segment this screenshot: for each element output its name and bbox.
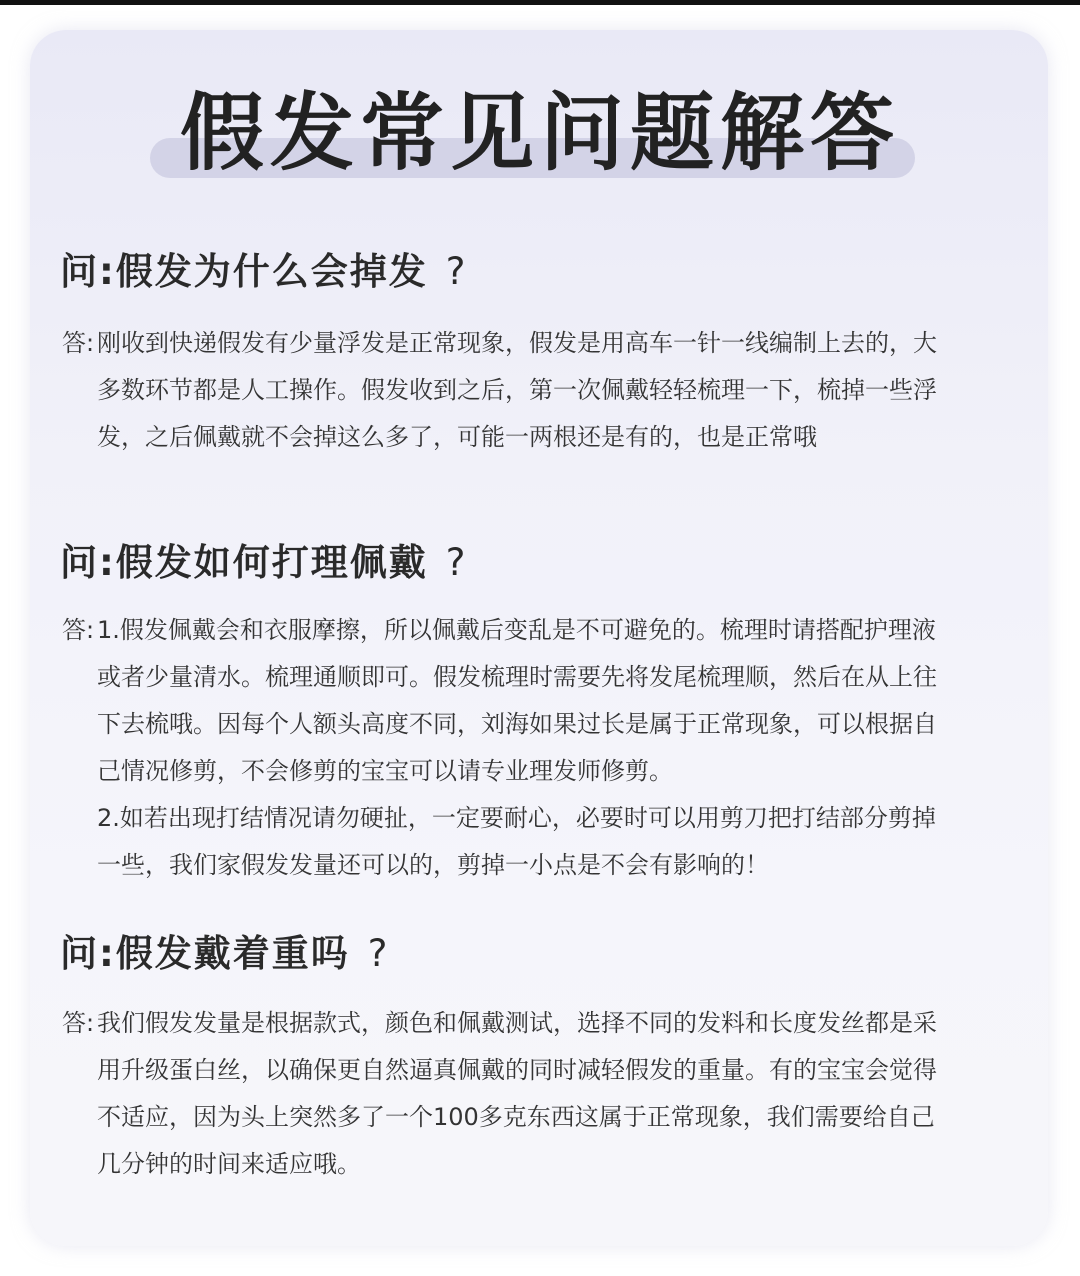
faq-answer-1-line-1 [62,320,1012,367]
faq-answer-2-line-1 [62,607,1012,654]
faq-answer-2 [62,607,1012,889]
faq-answer-1-line-2: 多数环节都是人工操作。假发收到之后，第一次佩戴轻轻梳理一下，梳掉一些浮 [97,376,937,404]
faq-answer-2-line-3: 下去梳哦。因每个人额头高度不同，刘海如果过长是属于正常现象，可以根据自 [97,710,937,738]
faq-answer-2-line-6: 一些，我们家假发发量还可以的，剪掉一小点是不会有影响的！ [97,851,769,879]
faq-question-2 [60,538,467,588]
faq-question-1-text: 问:假发为什么会掉发 [60,250,428,293]
faq-answer-3-prefix: 答: [62,1009,95,1037]
faq-answer-1-text-1: 刚收到快递假发有少量浮发是正常现象，假发是用高车一针一线编制上去的，大 [97,329,937,357]
faq-answer-3-line-4: 几分钟的时间来适应哦。 [97,1150,361,1178]
faq-question-3 [60,929,389,979]
faq-question-3-text: 问:假发戴着重吗 [60,932,350,975]
faq-answer-2-prefix: 答: [62,616,95,644]
faq-answer-2-line-2: 或者少量清水。梳理通顺即可。假发梳理时需要先将发尾梳理顺，然后在从上往 [97,663,937,691]
faq-answer-1-prefix: 答: [62,329,95,357]
faq-question-1-mark: ? [445,250,468,293]
faq-answer-3-line-3: 不适应，因为头上突然多了一个100多克东西这属于正常现象，我们需要给自己 [97,1103,935,1131]
top-border [0,0,1080,5]
page-title: 假发常见问题解答 [179,84,900,182]
faq-answer-1-line-3: 发，之后佩戴就不会掉这么多了，可能一两根还是有的，也是正常哦 [97,423,817,451]
faq-answer-3 [62,1000,1012,1188]
faq-answer-3-line-1 [62,1000,1012,1047]
faq-question-2-mark: ? [445,541,468,584]
faq-answer-2-line-5: 2.如若出现打结情况请勿硬扯，一定要耐心，必要时可以用剪刀把打结部分剪掉 [97,804,936,832]
faq-answer-2-text-1: 1.假发佩戴会和衣服摩擦，所以佩戴后变乱是不可避免的。梳理时请搭配护理液 [97,616,936,644]
faq-answer-3-text-1: 我们假发发量是根据款式，颜色和佩戴测试，选择不同的发料和长度发丝都是采 [97,1009,937,1037]
faq-answer-1 [62,320,1012,461]
faq-answer-3-line-2: 用升级蛋白丝，以确保更自然逼真佩戴的同时减轻假发的重量。有的宝宝会觉得 [97,1056,937,1084]
faq-question-1 [60,247,467,297]
faq-answer-2-line-4: 己情况修剪，不会修剪的宝宝可以请专业理发师修剪。 [97,757,673,785]
faq-question-3-mark: ? [367,932,390,975]
faq-question-2-text: 问:假发如何打理佩戴 [60,541,428,584]
